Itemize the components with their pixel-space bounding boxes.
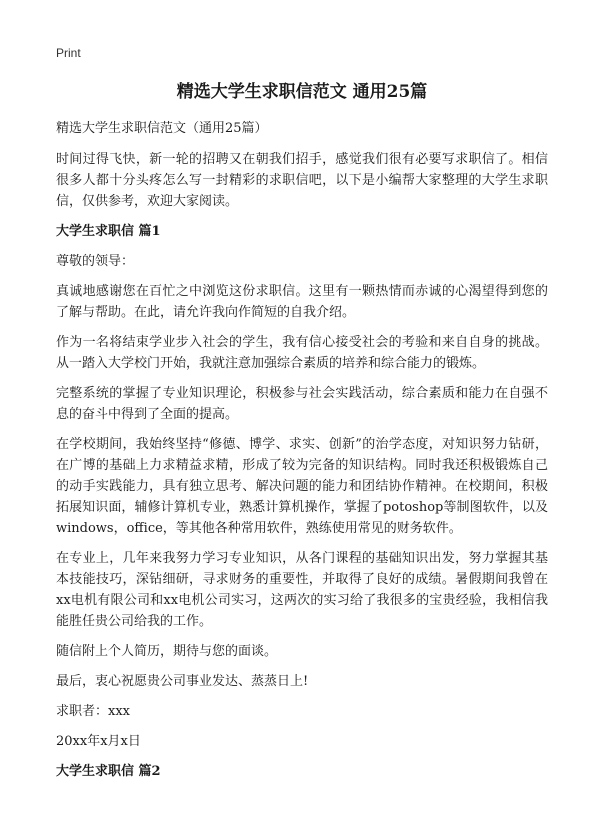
intro-paragraph: 时间过得飞快，新一轮的招聘又在朝我们招手，感觉我们很有必要写求职信了。相信很多人都十分头疼怎么写一封精彩的求职信吧，以下是小编帮大家整理的大学生求职信，仅供参考，欢迎大家阅读。: [56, 152, 548, 209]
section-heading-2: 大学生求职信 篇2: [56, 764, 161, 779]
closing-paragraph: 最后，衷心祝愿贵公司事业发达、蒸蒸日上!: [56, 674, 309, 689]
paragraph: 完整系统的掌握了专业知识理论，积极参与社会实践活动，综合素质和能力在自强不息的奋斗中得到了全面的提高。: [56, 386, 548, 422]
document-subtitle: 精选大学生求职信范文（通用25篇）: [56, 121, 268, 136]
signature: 求职者：xxx: [56, 704, 130, 719]
section-heading-1: 大学生求职信 篇1: [56, 224, 161, 239]
paragraph: 在专业上，几年来我努力学习专业知识，从各门课程的基础知识出发，努力掌握其基本技能技巧，深钻细研，寻求财务的重要性，并取得了良好的成绩。暑假期间我曾在xx电机有限公司和xx电机公司实习，这两次的实习给了我很多的宝贵经验，我相信我能胜任贵公司给我的工作。: [56, 551, 548, 629]
article-body: [56, 149, 548, 791]
paragraph: 真诚地感谢您在百忙之中浏览这份求职信。这里有一颗热情而赤诚的心渴望得到您的了解与帮助。在此，请允许我向作简短的自我介绍。: [56, 284, 548, 320]
paragraph: 作为一名将结束学业步入社会的学生，我有信心接受社会的考验和来自自身的挑战。从一踏入大学校门开始，我就注意加强综合素质的培养和综合能力的锻炼。: [56, 335, 548, 371]
date: 20xx年x月x日: [56, 734, 141, 749]
paragraph: 在学校期间，我始终坚持“修德、博学、求实、创新”的治学态度，对知识努力钻研，在广博的基础上力求精益求精，形成了较为完备的知识结构。同时我还积极锻炼自己的动手实践能力，具有独立思考、解决问题的能力和团结协作精神。在校期间，积极拓展知识面，辅修计算机专业，熟悉计算机操作，掌握了potoshop等制图软件，以及windows，office，等其他各种常用软件，熟练使用常见的财务软件。: [56, 437, 548, 536]
print-link[interactable]: Print: [56, 46, 81, 60]
paragraph: 随信附上个人简历，期待与您的面谈。: [56, 644, 278, 659]
greeting: 尊敬的领导：: [56, 254, 135, 269]
page-title: 精选大学生求职信范文 通用25篇: [176, 82, 428, 102]
